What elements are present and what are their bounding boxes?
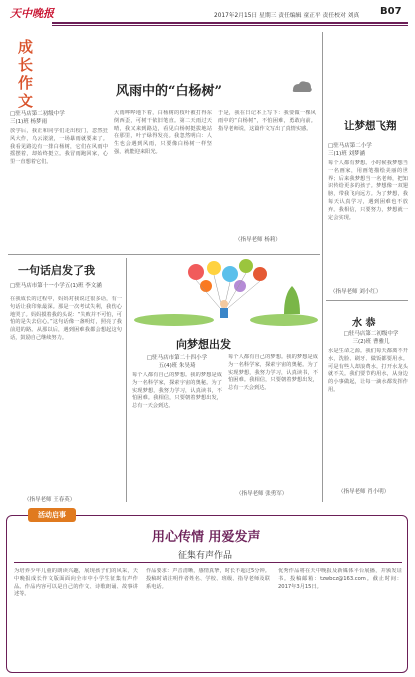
notice-title: 用心传情 用爱发声 — [152, 530, 261, 545]
dream-byline: □驻马店第二小学 三(1)班 刘梦涵 — [328, 143, 372, 157]
dream-title: 让梦想飞翔 — [344, 120, 397, 132]
notice-rule — [14, 562, 402, 563]
dream-teacher: （指导老师 刘小红） — [330, 289, 382, 295]
water-title: 水 恭 — [352, 318, 376, 329]
kind-byline: □驻马店市第十一小学五(1)班 李文涵 — [10, 283, 102, 289]
notice-col-1: 为培养少年儿童的朗读兴趣，展现孩子们的风采，天中晚报成长作文版面面向全市中小学生征集有声作品。作品内容可以是自己的作文、诗歌朗诵、故事讲述等。 — [14, 568, 138, 598]
notice-col-3: 优秀作品将在天中晚报及新媒体平台展播，并颁发证书。投稿邮箱：tzwbcz@163.com。截止时间：2017年3月15日。 — [278, 568, 402, 590]
water-byline: □驻马店第二初级中学 三(2)班 曹雅儿 — [343, 331, 399, 345]
header-rule — [52, 22, 408, 24]
dream-body: 每个人都有梦想。小时候我梦想当一名画家，用画笔描绘美丽的世界；后来我梦想当一名老师，把知识传给更多的孩子。梦想像一双翅膀，带我飞向远方。为了梦想，我每天认真学习，遇到困难也不放弃。我相信，只要努力，梦想就一定会实现。 — [328, 160, 408, 221]
storm-title: 风雨中的“白杨树” — [116, 84, 222, 99]
sun-teacher: （指导老师 张勇军） — [236, 491, 288, 497]
notice-subtitle: 征集有声作品 — [178, 551, 233, 561]
issue-meta: 2017年2月15日 星期三 责任编辑 童正平 责任校对 刘真 — [214, 13, 360, 19]
sun-byline: □驻马店市第二十四小学 五(4)班 朱昊琦 — [146, 355, 208, 369]
header-rule-thin — [52, 25, 408, 26]
newspaper-logo: 天中晚报 — [10, 7, 54, 20]
section-tag: 成长作文 — [18, 38, 34, 110]
kind-teacher: （指导老师 王春英） — [24, 497, 76, 503]
water-body: 水是生命之源。我们每天都离不开水，洗脸、刷牙、做饭都要用水。可是有些人却浪费水，打开水龙头就不关。我们要节约用水，从身边的小事做起，让每一滴水都发挥作用。 — [328, 348, 408, 393]
storm-byline: □驻马店第二初级中学 三(1)班 杨梦雨 — [10, 111, 65, 125]
rain-cloud-icon — [290, 78, 314, 98]
kind-body: 在我成长的过程中，妈妈对我说过很多话，有一句话让我印象最深。那是一次考试失利，我伤心地哭了。妈妈摸着我的头说：“失败并不可怕，可怕的是失去信心。”这句话像一盏明灯，照亮了我前进的路。从那以后，遇到困难我都会想起这句话，鼓励自己继续努力。 — [10, 296, 122, 341]
storm-col-2: 大雨哗哗地下着，白杨树的枝叶被打得东倒西歪，可树干依旧笔直。第二天雨过天晴，我又来到路边，看见白杨树挺拔地站在那里，叶子绿得发亮。我忽然明白：人生也会遇到风雨，只要像白杨树一样坚强，就能迎来阳光。 — [114, 110, 212, 155]
sun-title: 向梦想出发 — [176, 338, 231, 351]
notice-banner: 活动启事 — [28, 508, 76, 522]
storm-teacher: （指导老师 杨莉） — [235, 237, 281, 243]
page-number: B07 — [380, 6, 402, 17]
storm-col-3: 于是，我在日记本上写下：我要做一棵风雨中的“白杨树”，不怕困难，勇敢向前。指导老师说，这篇作文写出了真情实感。 — [218, 110, 316, 132]
children-illustration — [134, 258, 318, 328]
article-divider-2 — [8, 254, 320, 255]
column-divider-2 — [126, 258, 127, 502]
article-divider — [326, 300, 408, 301]
storm-col-1: 放学后，我正和同学们走出校门，忽然狂风大作，乌云滚滚，一场暴雨就要来了。我看见路边有一排白杨树，它们在风雨中摇摆着，却始终挺立。我冒雨跑回家，心里一直想着它们。 — [10, 128, 108, 166]
sun-body-col-1: 每个人都有自己的梦想。我的梦想是成为一名科学家，探索宇宙的奥秘。为了实现梦想，我努力学习，认真读书，不怕困难。我相信，只要朝着梦想出发，总有一天会到达。 — [132, 372, 222, 410]
notice-col-2: 作品要求：声音清晰，感情真挚，时长不超过5分钟。投稿时请注明作者姓名、学校、班级、指导老师及联系电话。 — [146, 568, 270, 590]
water-teacher: （指导老师 肖小明） — [338, 489, 390, 495]
kind-title: 一句话启发了我 — [18, 264, 95, 277]
column-divider — [322, 32, 323, 502]
sun-body-col-2: 每个人都有自己的梦想。我的梦想是成为一名科学家，探索宇宙的奥秘。为了实现梦想，我努力学习，认真读书，不怕困难。我相信，只要朝着梦想出发，总有一天会到达。 — [228, 354, 318, 392]
